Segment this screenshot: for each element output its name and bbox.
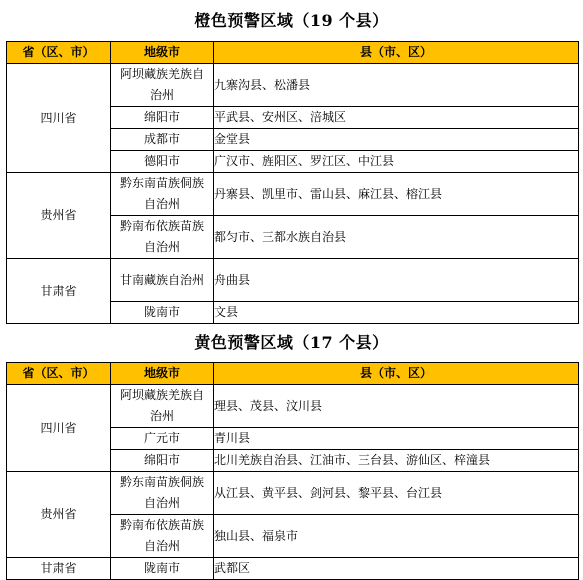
table-row: [7, 558, 579, 580]
table-row: [7, 173, 579, 216]
county-cell: 北川羌族自治县、江油市、三台县、游仙区、梓潼县: [214, 450, 579, 472]
header-province: 省（区、市）: [7, 42, 111, 64]
province-cell: 甘肃省: [7, 259, 111, 324]
header-city: 地级市: [111, 363, 214, 385]
city-cell: 陇南市: [111, 558, 214, 580]
city-cell: 绵阳市: [111, 450, 214, 472]
city-label: 阿坝藏族羌族自治州: [119, 67, 204, 102]
city-cell: [111, 64, 214, 107]
header-county: 县（市、区）: [214, 363, 579, 385]
city-cell: 陇南市: [111, 302, 214, 324]
city-cell: 广元市: [111, 428, 214, 450]
city-label: 黔南布依族苗族自治州: [119, 219, 204, 254]
orange-warning-table: [6, 41, 579, 324]
county-cell: 丹寨县、凯里市、雷山县、麻江县、榕江县: [214, 173, 579, 216]
county-cell: 金堂县: [214, 129, 579, 151]
table-row: [7, 64, 579, 107]
county-cell: 理县、茂县、汶川县: [214, 385, 579, 428]
city-label: 黔东南苗族侗族自治州: [119, 176, 204, 211]
province-cell: 四川省: [7, 385, 111, 472]
table-row: [7, 385, 579, 428]
province-cell: 四川省: [7, 64, 111, 173]
city-cell: [111, 173, 214, 216]
city-cell: [111, 385, 214, 428]
city-cell: [111, 259, 214, 302]
city-cell: 成都市: [111, 129, 214, 151]
city-cell: 德阳市: [111, 151, 214, 173]
county-cell: 舟曲县: [214, 259, 579, 302]
header-county: 县（市、区）: [214, 42, 579, 64]
table-header-row: [7, 363, 579, 385]
header-province: 省（区、市）: [7, 363, 111, 385]
county-cell: 广汉市、旌阳区、罗江区、中江县: [214, 151, 579, 173]
city-label: 甘南藏族自治州: [119, 272, 204, 287]
county-cell: 都匀市、三都水族自治县: [214, 216, 579, 259]
province-cell: 甘肃省: [7, 558, 111, 580]
county-cell: 文县: [214, 302, 579, 324]
city-cell: [111, 515, 214, 558]
orange-section-title: 橙色预警区域（19 个县）: [194, 11, 389, 30]
county-cell: 九寨沟县、松潘县: [214, 64, 579, 107]
province-cell: 贵州省: [7, 472, 111, 558]
county-cell: 从江县、黄平县、剑河县、黎平县、台江县: [214, 472, 579, 515]
city-cell: [111, 216, 214, 259]
city-cell: 绵阳市: [111, 107, 214, 129]
yellow-warning-table: [6, 362, 579, 580]
city-cell: [111, 472, 214, 515]
county-cell: 青川县: [214, 428, 579, 450]
header-city: 地级市: [111, 42, 214, 64]
table-row: [7, 472, 579, 515]
county-cell: 平武县、安州区、涪城区: [214, 107, 579, 129]
county-cell: 武都区: [214, 558, 579, 580]
city-label: 黔东南苗族侗族自治州: [119, 475, 204, 510]
county-cell: 独山县、福泉市: [214, 515, 579, 558]
city-label: 黔南布依族苗族自治州: [119, 518, 204, 553]
province-cell: 贵州省: [7, 173, 111, 259]
table-header-row: [7, 42, 579, 64]
yellow-section-title: 黄色预警区域（17 个县）: [194, 333, 389, 352]
city-label: 阿坝藏族羌族自治州: [119, 388, 204, 423]
table-row: [7, 259, 579, 302]
